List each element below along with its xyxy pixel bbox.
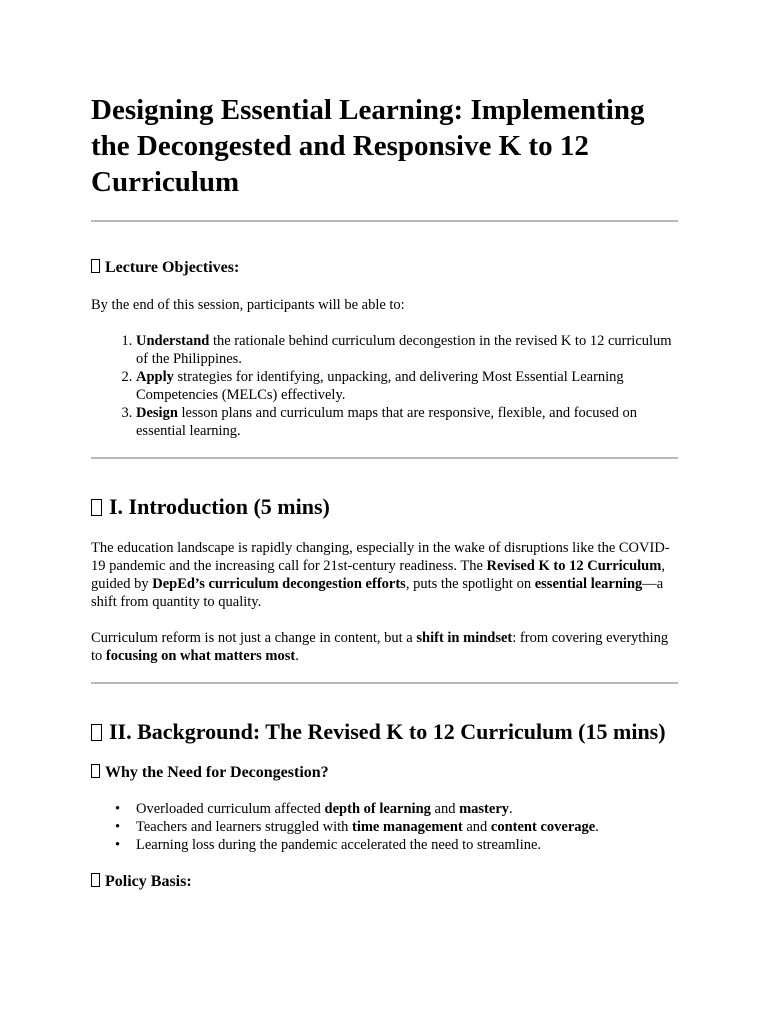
section-divider xyxy=(91,220,678,222)
introduction-heading: I. Introduction (5 mins) xyxy=(91,493,678,521)
list-item: • Overloaded curriculum affected depth of learning and mastery. xyxy=(136,800,678,818)
missing-glyph-icon xyxy=(91,873,100,887)
objective-keyword: Design xyxy=(136,405,178,421)
objective-text: the rationale behind curriculum decongestion in the revised K to 12 curriculum of the Philippines. xyxy=(136,333,672,367)
policy-basis-heading: Policy Basis: xyxy=(91,872,678,892)
list-item: • Learning loss during the pandemic accelerated the need to streamline. xyxy=(136,836,678,854)
objective-text: lesson plans and curriculum maps that are responsive, flexible, and focused on essential learning. xyxy=(136,405,637,439)
why-decongestion-heading: Why the Need for Decongestion? xyxy=(91,763,678,783)
section-divider xyxy=(91,457,678,459)
background-section xyxy=(91,718,678,892)
background-heading: II. Background: The Revised K to 12 Curriculum (15 mins) xyxy=(91,718,678,746)
document-title: Designing Essential Learning: Implementing the Decongested and Responsive K to 12 Curriculum xyxy=(91,94,645,198)
decongestion-reasons-list xyxy=(91,800,678,854)
objective-keyword: Understand xyxy=(136,333,210,349)
missing-glyph-icon xyxy=(91,724,102,741)
objective-item xyxy=(136,332,678,368)
objective-item xyxy=(136,404,678,440)
objectives-list xyxy=(91,332,678,440)
list-item: • Teachers and learners struggled with time management and content coverage. xyxy=(136,818,678,836)
objectives-intro: By the end of this session, participants will be able to: xyxy=(91,297,405,313)
objectives-section xyxy=(91,258,678,440)
objective-keyword: Apply xyxy=(136,369,174,385)
introduction-paragraph-2: Curriculum reform is not just a change in content, but a shift in mindset: from covering everything to focusing on what matters most. xyxy=(91,630,669,664)
objective-item xyxy=(136,368,678,404)
objective-text: strategies for identifying, unpacking, and delivering Most Essential Learning Competencies (MELCs) effectively. xyxy=(136,369,624,403)
missing-glyph-icon xyxy=(91,259,100,273)
objectives-heading: Lecture Objectives: xyxy=(91,258,678,278)
missing-glyph-icon xyxy=(91,764,100,778)
introduction-paragraph-1: The education landscape is rapidly changing, especially in the wake of disruptions like the COVID-19 pandemic and the increasing call for 21st-century readiness. The Revised K to 12 Curriculum, guided by DepEd’s curriculum decongestion efforts, puts the spotlight on essential learning—a shift from quantity to quality. xyxy=(91,540,670,610)
introduction-section xyxy=(91,493,678,665)
missing-glyph-icon xyxy=(91,499,102,516)
section-divider xyxy=(91,682,678,684)
